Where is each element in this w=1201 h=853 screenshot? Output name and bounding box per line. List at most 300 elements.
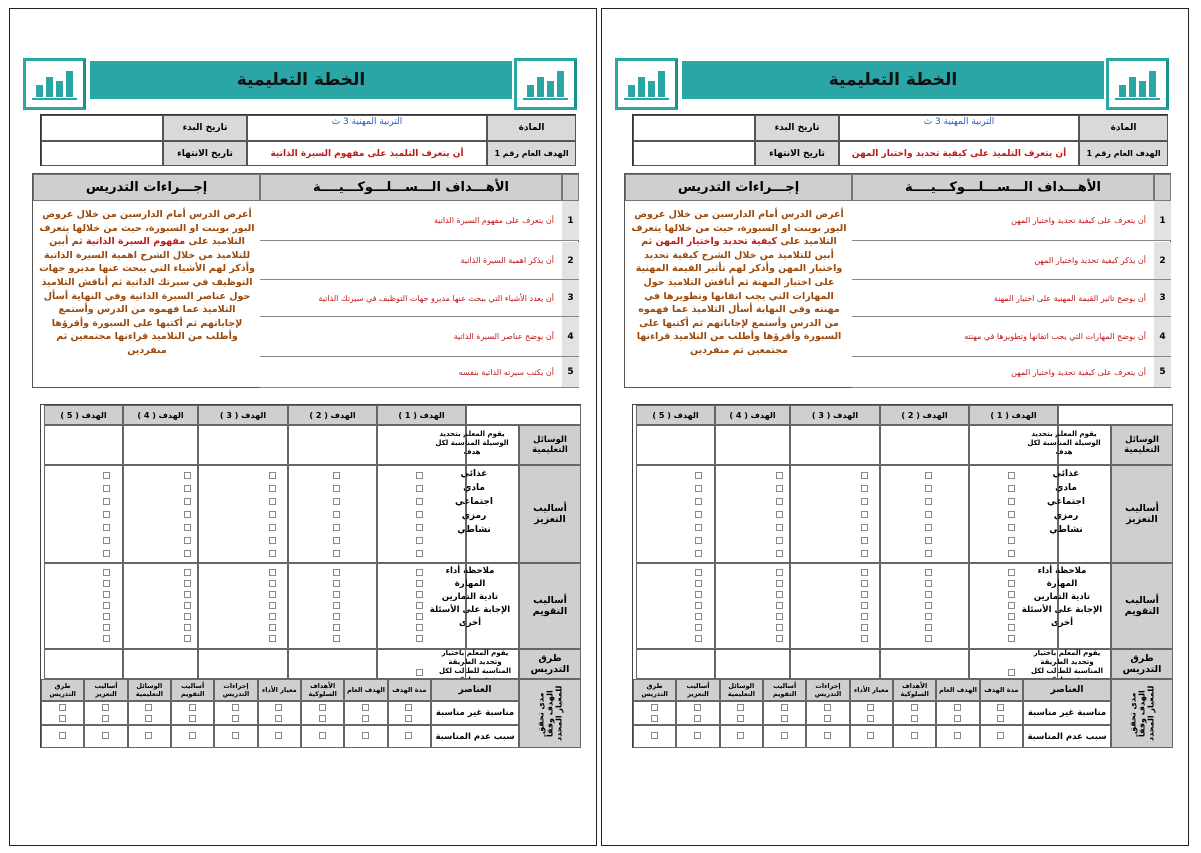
checkbox[interactable] [1008,624,1015,631]
checkbox[interactable] [184,537,191,544]
objectives-box [624,173,1171,388]
checkbox[interactable] [319,732,326,739]
reinforcement-item: نشاطي [457,525,491,535]
checkbox[interactable] [695,550,702,557]
checkbox[interactable] [776,580,783,587]
end-date-value[interactable] [41,141,163,166]
checkbox[interactable] [1008,580,1015,587]
means-note: يقوم المعلم بتحديد الوسيلة المناسبة لكل هدف [1027,430,1101,456]
element-header: معيار الأداء [258,679,301,701]
checkbox[interactable] [861,472,868,479]
checkbox[interactable] [861,511,868,518]
checkbox[interactable] [416,569,423,576]
checkbox[interactable] [695,524,702,531]
objective-number: 1 [1154,201,1171,241]
checkbox[interactable] [275,732,282,739]
evaluation-label: أساليب التقويم [519,563,581,649]
element-header: معيار الأداء [850,679,893,701]
checkbox[interactable] [695,624,702,631]
checkbox[interactable] [954,704,961,711]
objective-number: 2 [562,242,579,280]
goal-cell [44,425,123,465]
goal-cell [880,425,969,465]
goal-cell [636,649,715,679]
checkbox[interactable] [776,624,783,631]
checkbox[interactable] [333,624,340,631]
checkbox[interactable] [781,715,788,722]
checkbox[interactable] [333,591,340,598]
goal-cell [636,563,715,649]
goal-value: أن يتعرف التلميذ على كيفية تحديد واختبار المهن [839,141,1079,166]
checkbox[interactable] [333,569,340,576]
checkbox[interactable] [695,635,702,642]
checkbox[interactable] [776,485,783,492]
reinforcement-item: اجتماعي [1047,497,1085,507]
checkbox[interactable] [269,498,276,505]
checkbox[interactable] [405,715,412,722]
checkbox[interactable] [695,498,702,505]
checkbox[interactable] [925,602,932,609]
checkbox[interactable] [184,602,191,609]
objective-number: 2 [1154,242,1171,280]
checkbox[interactable] [954,732,961,739]
checkbox[interactable] [695,511,702,518]
checkbox[interactable] [189,732,196,739]
checkbox[interactable] [416,613,423,620]
checkbox[interactable] [997,704,1004,711]
element-header: أساليب التقويم [763,679,806,701]
checkbox[interactable] [781,732,788,739]
checkbox[interactable] [911,715,918,722]
element-header: طرق التدريس [633,679,676,701]
plan-sheet [601,8,1189,846]
checkbox[interactable] [333,602,340,609]
goal-header: الهدف ( 1 ) [969,405,1058,425]
element-header: أساليب التعزيز [676,679,719,701]
objectives-header: الأهـــداف الـــســـلـــوكـــيــــة [852,174,1154,201]
checkbox[interactable] [333,550,340,557]
checkbox[interactable] [184,472,191,479]
means-label: الوسائل التعليمية [1111,425,1173,465]
checkbox[interactable] [1008,537,1015,544]
checkbox[interactable] [695,537,702,544]
checkbox[interactable] [695,485,702,492]
checkbox[interactable] [1008,613,1015,620]
checkbox[interactable] [269,580,276,587]
checkbox[interactable] [416,624,423,631]
goal-cell [198,649,288,679]
bar-chart-logo-icon [23,58,86,110]
checkbox[interactable] [867,704,874,711]
checkbox[interactable] [103,537,110,544]
suitable-label: مناسبة غير مناسبة [1023,701,1111,725]
checkbox[interactable] [781,704,788,711]
goal-cell [198,425,288,465]
goal-cell [715,649,790,679]
start-date-label: تاريخ البدء [755,115,839,141]
checkbox[interactable] [269,624,276,631]
checkbox[interactable] [416,669,423,676]
checkbox[interactable] [416,537,423,544]
bar-chart-logo-icon [514,58,577,110]
checkbox[interactable] [416,511,423,518]
checkbox[interactable] [694,732,701,739]
checkbox[interactable] [103,580,110,587]
checkbox[interactable] [1008,472,1015,479]
checkbox[interactable] [333,635,340,642]
checkbox[interactable] [861,537,868,544]
objective-number: 4 [1154,317,1171,357]
checkbox[interactable] [997,715,1004,722]
checkbox[interactable] [333,472,340,479]
checkbox[interactable] [103,511,110,518]
checkbox[interactable] [911,732,918,739]
checkbox[interactable] [776,498,783,505]
checkbox[interactable] [867,732,874,739]
checkbox[interactable] [861,524,868,531]
element-header: الوسائل التعليمية [720,679,763,701]
checkbox[interactable] [405,704,412,711]
checkbox[interactable] [925,524,932,531]
checkbox[interactable] [319,715,326,722]
checkbox[interactable] [651,715,658,722]
checkbox[interactable] [824,715,831,722]
checkbox[interactable] [184,635,191,642]
checkbox[interactable] [776,602,783,609]
goal-header: الهدف ( 4 ) [123,405,198,425]
checkbox[interactable] [59,732,66,739]
checkbox[interactable] [925,550,932,557]
checkbox[interactable] [145,715,152,722]
checkbox[interactable] [737,715,744,722]
checkbox[interactable] [269,550,276,557]
checkbox[interactable] [861,498,868,505]
checkbox[interactable] [911,704,918,711]
checkbox[interactable] [954,715,961,722]
checkbox[interactable] [333,511,340,518]
checkbox[interactable] [416,635,423,642]
checkbox[interactable] [103,591,110,598]
checkbox[interactable] [184,485,191,492]
objective-number: 1 [562,201,579,241]
checkbox[interactable] [737,732,744,739]
reinforcement-label: أساليب التعزيز [1111,465,1173,563]
checkbox[interactable] [145,732,152,739]
checkbox[interactable] [269,602,276,609]
checkbox[interactable] [184,524,191,531]
element-header: إجراءات التدريس [806,679,849,701]
checkbox[interactable] [651,732,658,739]
checkbox[interactable] [103,472,110,479]
checkbox[interactable] [184,624,191,631]
elements-label: العناصر [431,679,519,701]
checkbox[interactable] [189,715,196,722]
checkbox[interactable] [333,498,340,505]
checkbox[interactable] [1008,498,1015,505]
goal-cell [790,649,880,679]
checkbox[interactable] [695,602,702,609]
goal-cell [880,649,969,679]
checkbox[interactable] [695,613,702,620]
evaluation-item: ملاحظة أداء [445,566,495,576]
evaluation-item: أخرى [1050,618,1074,628]
goal-header: الهدف ( 4 ) [715,405,790,425]
goal-cell [288,425,377,465]
checkbox[interactable] [333,613,340,620]
checkbox[interactable] [1008,569,1015,576]
criteria-label: مدى تحقق الهدف وفقاً للمعيار المحدد [519,679,581,748]
checkbox[interactable] [275,715,282,722]
reason-label: سبب عدم المناسبة [1023,725,1111,748]
checkbox[interactable] [184,591,191,598]
checkbox[interactable] [333,485,340,492]
checkbox[interactable] [269,524,276,531]
reinforcement-item: غذائي [460,469,488,479]
reinforcement-item: رمزي [1053,511,1079,521]
end-date-value[interactable] [633,141,755,166]
checkbox[interactable] [189,704,196,711]
procedures-text: أعرض الدرس أمام الدارسين من خلال عروض البور بوينت او السبورة، حيث من خلالها يتعرف التلاميذ على كيفية تحديد واختيار المهن ثم أبين للتلاميذ من خلال الشرح كيفية تحديد واختيار المهن وأذكر لهم تأثير القيمة المهنية على اختيار المهنة ثم أناقش التلاميذ حول المهارات التي يجب اتقانها وتطويرها في مهنته وفي النهاية أسأل التلاميذ عما فهموه من الدرس وأستمع لإجاباتهم ثم أكتبها على السبورة وأقرؤها وأطلب من التلاميذ قراءتها مجتمعين ثم منفردين [631,209,847,356]
reinforcement-label: أساليب التعزيز [519,465,581,563]
plan-sheet [9,8,597,846]
checkbox[interactable] [416,524,423,531]
checkbox[interactable] [103,613,110,620]
checkbox[interactable] [861,591,868,598]
checkbox[interactable] [416,485,423,492]
checkbox[interactable] [269,635,276,642]
checkbox[interactable] [362,704,369,711]
checkbox[interactable] [824,704,831,711]
checkbox[interactable] [405,732,412,739]
checkbox[interactable] [416,498,423,505]
checkbox[interactable] [1008,591,1015,598]
checkbox[interactable] [925,537,932,544]
goal-cell [377,425,466,465]
checkbox[interactable] [416,472,423,479]
checkbox[interactable] [232,715,239,722]
checkbox[interactable] [695,472,702,479]
checkbox[interactable] [362,732,369,739]
checkbox[interactable] [103,550,110,557]
goal-cell [288,649,377,679]
checkbox[interactable] [269,613,276,620]
goal-cell [636,465,715,563]
objective-item: أن يوضح تاثير القيمة المهنية على اختيار المهنة [852,280,1154,317]
goal-cell [123,425,198,465]
checkbox[interactable] [1008,511,1015,518]
checkbox[interactable] [269,537,276,544]
suitable-label: مناسبة غير مناسبة [431,701,519,725]
checkbox[interactable] [824,732,831,739]
checkbox[interactable] [102,732,109,739]
checkbox[interactable] [776,635,783,642]
checkbox[interactable] [694,704,701,711]
methods-label: طرق التدريس [519,649,581,679]
element-header: الوسائل التعليمية [128,679,171,701]
checkbox[interactable] [694,715,701,722]
checkbox[interactable] [232,704,239,711]
element-header: مدة الهدف [980,679,1023,701]
checkbox[interactable] [776,472,783,479]
start-date-value[interactable] [41,115,163,141]
checkbox[interactable] [333,537,340,544]
objective-item: أن يتعرف على مفهوم السيرة الذاتية [260,201,562,241]
checkbox[interactable] [776,537,783,544]
checkbox[interactable] [269,591,276,598]
goal-header: الهدف ( 3 ) [198,405,288,425]
checkbox[interactable] [416,602,423,609]
checkbox[interactable] [867,715,874,722]
start-date-value[interactable] [633,115,755,141]
checkbox[interactable] [103,485,110,492]
checkbox[interactable] [925,511,932,518]
checkbox[interactable] [925,624,932,631]
checkbox[interactable] [232,732,239,739]
objective-item: أن يوضح المهارات التي يجب اتقانها وتطويرها في مهنته [852,317,1154,357]
checkbox[interactable] [102,704,109,711]
goal-label: الهدف العام رقم 1 [1079,141,1168,166]
checkbox[interactable] [416,580,423,587]
checkbox[interactable] [861,624,868,631]
checkbox[interactable] [776,569,783,576]
goal-cell [790,425,880,465]
checkbox[interactable] [776,613,783,620]
checkbox[interactable] [333,524,340,531]
checkbox[interactable] [184,613,191,620]
subject-label: المادة [1079,115,1168,141]
checkbox[interactable] [269,511,276,518]
goal-header: الهدف ( 3 ) [790,405,880,425]
goal-cell [44,563,123,649]
checkbox[interactable] [184,569,191,576]
checkbox[interactable] [103,498,110,505]
checkbox[interactable] [776,591,783,598]
checkbox[interactable] [1008,524,1015,531]
evaluation-grid [632,404,1173,748]
objective-item: أن يذكر اهمية السيرة الذاتية [260,242,562,280]
element-header: الأهداف السلوكية [301,679,344,701]
checkbox[interactable] [861,569,868,576]
checkbox[interactable] [776,524,783,531]
evaluation-item: تادية التمارين [1033,592,1091,602]
checkbox[interactable] [184,550,191,557]
reinforcement-item: رمزي [461,511,487,521]
objective-item: أن يتعرف على كيفية تحديد واختيار المهن [852,201,1154,241]
checkbox[interactable] [103,524,110,531]
goal-cell [969,425,1058,465]
checkbox[interactable] [103,602,110,609]
checkbox[interactable] [776,511,783,518]
checkbox[interactable] [102,715,109,722]
procedures-header: إجـــراءات التدريس [625,174,852,201]
element-header: أساليب التقويم [171,679,214,701]
checkbox[interactable] [695,591,702,598]
checkbox[interactable] [695,580,702,587]
checkbox[interactable] [269,569,276,576]
subject-value: التربية المهنية 3 ث [839,115,1079,141]
checkbox[interactable] [1008,550,1015,557]
checkbox[interactable] [103,569,110,576]
methods-label: طرق التدريس [1111,649,1173,679]
checkbox[interactable] [925,591,932,598]
evaluation-item: الإجابة على الأسئلة [429,605,511,615]
evaluation-item: المهارة [454,579,486,589]
page-title: الخطة التعليمية [828,70,958,90]
checkbox[interactable] [184,511,191,518]
checkbox[interactable] [925,580,932,587]
checkbox[interactable] [925,635,932,642]
subject-label: المادة [487,115,576,141]
checkbox[interactable] [776,550,783,557]
checkbox[interactable] [269,485,276,492]
objective-item: أن يتعرف على كيفية تحديد واختيار المهن [852,357,1154,388]
evaluation-grid [40,404,581,748]
checkbox[interactable] [925,472,932,479]
checkbox[interactable] [1008,669,1015,676]
checkbox[interactable] [695,569,702,576]
checkbox[interactable] [416,550,423,557]
checkbox[interactable] [925,569,932,576]
objectives-header: الأهـــداف الـــســـلـــوكـــيــــة [260,174,562,201]
checkbox[interactable] [861,635,868,642]
title-bar [90,61,512,99]
goal-cell [44,649,123,679]
checkbox[interactable] [362,715,369,722]
checkbox[interactable] [861,602,868,609]
checkbox[interactable] [1008,635,1015,642]
checkbox[interactable] [184,580,191,587]
objective-item: أن يكتب سيرته الذاتية بنفسه [260,357,562,388]
reinforcement-item: نشاطي [1049,525,1083,535]
checkbox[interactable] [145,704,152,711]
checkbox[interactable] [925,498,932,505]
checkbox[interactable] [59,704,66,711]
checkbox[interactable] [925,613,932,620]
goal-cell [636,425,715,465]
checkbox[interactable] [997,732,1004,739]
checkbox[interactable] [319,704,326,711]
evaluation-item: أخرى [458,618,482,628]
checkbox[interactable] [103,635,110,642]
end-date-label: تاريخ الانتهاء [163,141,247,166]
checkbox[interactable] [269,472,276,479]
goal-cell [715,425,790,465]
reinforcement-item: غذائي [1052,469,1080,479]
reinforcement-item: مادي [1055,483,1077,493]
checkbox[interactable] [861,485,868,492]
objective-number: 4 [562,317,579,357]
checkbox[interactable] [1008,485,1015,492]
evaluation-item: تادية التمارين [441,592,499,602]
checkbox[interactable] [651,704,658,711]
checkbox[interactable] [416,591,423,598]
element-header: إجراءات التدريس [214,679,257,701]
checkbox[interactable] [275,704,282,711]
checkbox[interactable] [861,613,868,620]
number-header [562,174,579,201]
checkbox[interactable] [861,550,868,557]
checkbox[interactable] [333,580,340,587]
checkbox[interactable] [103,624,110,631]
checkbox[interactable] [1008,602,1015,609]
checkbox[interactable] [59,715,66,722]
goal-cell [44,465,123,563]
checkbox[interactable] [861,580,868,587]
checkbox[interactable] [925,485,932,492]
checkbox[interactable] [737,704,744,711]
title-bar [682,61,1104,99]
checkbox[interactable] [184,498,191,505]
